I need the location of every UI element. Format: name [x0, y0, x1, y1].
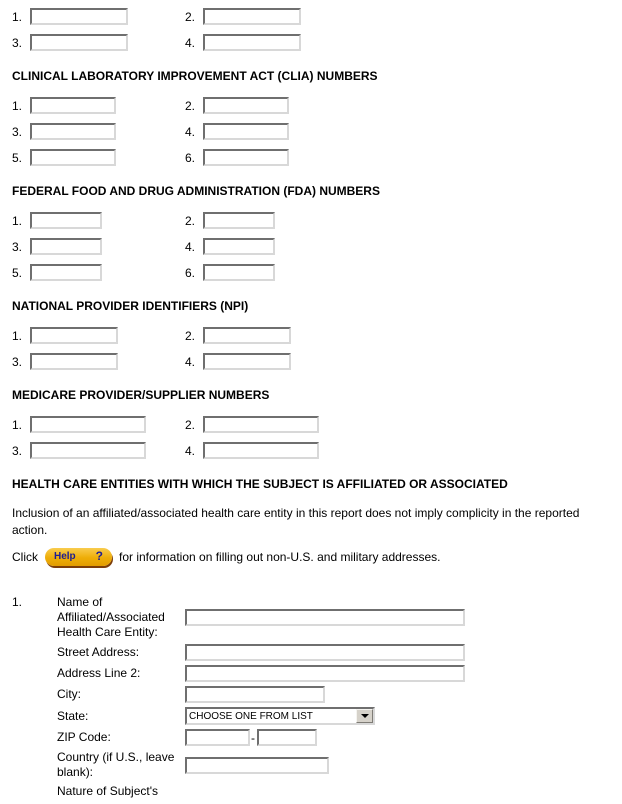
numbered-field [12, 264, 185, 281]
zip-separator: - [251, 730, 255, 745]
fda-number-input[interactable] [203, 212, 275, 229]
country-row [57, 750, 622, 780]
continued-id-number-input[interactable] [30, 34, 128, 51]
field-number: 4. [185, 239, 196, 254]
field-number: 4. [185, 443, 196, 458]
medicare-number-input[interactable] [203, 416, 319, 433]
address-line-2-label: Address Line 2: [57, 666, 141, 680]
continued-id-numbers-grid [12, 8, 622, 51]
entity-name-row [57, 595, 622, 640]
numbered-field [12, 327, 185, 344]
country-input[interactable] [185, 757, 329, 774]
numbered-field [185, 416, 319, 433]
fda-number-input[interactable] [203, 238, 275, 255]
field-number: 2. [185, 417, 196, 432]
state-select-wrapper [185, 707, 375, 725]
numbered-field [185, 442, 319, 459]
clia-number-input[interactable] [30, 97, 116, 114]
country-label: Country (if U.S., leave blank): [57, 750, 175, 779]
numbered-field [12, 123, 185, 140]
help-suffix-text: for information on filling out non-U.S. and military addresses. [119, 549, 441, 564]
medicare-numbers-grid [12, 416, 622, 459]
clia-number-input[interactable] [203, 149, 289, 166]
numbered-field [185, 264, 275, 281]
numbered-field [185, 149, 289, 166]
field-number: 2. [185, 9, 196, 24]
npi-number-input[interactable] [30, 353, 118, 370]
medicare-number-input[interactable] [30, 442, 146, 459]
numbered-field [185, 123, 289, 140]
street-address-label: Street Address: [57, 645, 140, 659]
numbered-field [185, 97, 289, 114]
fda-number-input[interactable] [30, 238, 102, 255]
help-button-label: Help [54, 550, 76, 562]
section-heading-medicare: MEDICARE PROVIDER/SUPPLIER NUMBERS [12, 388, 270, 402]
entity-name-label: Name of Affiliated/Associated Health Care Entity: [57, 595, 165, 639]
address-line-2-row [57, 665, 622, 682]
numbered-field [12, 416, 185, 433]
fda-numbers-grid [12, 212, 622, 281]
address-line-2-input[interactable] [185, 665, 465, 682]
field-number: 1. [12, 417, 23, 432]
numbered-field [12, 149, 185, 166]
numbered-field [185, 212, 275, 229]
numbered-field [185, 327, 291, 344]
field-number: 1. [12, 213, 23, 228]
numbered-field [185, 8, 301, 25]
numbered-field [185, 34, 301, 51]
zip-plus4-input[interactable] [257, 729, 317, 746]
field-number: 5. [12, 150, 23, 165]
entity-name-input[interactable] [185, 609, 465, 626]
numbered-field [12, 353, 185, 370]
fda-number-input[interactable] [30, 264, 102, 281]
field-number: 4. [185, 124, 196, 139]
numbered-field [185, 353, 291, 370]
section-heading-fda: FEDERAL FOOD AND DRUG ADMINISTRATION (FDA) NUMBERS [12, 184, 380, 198]
entity-item-number: 1. [12, 595, 23, 609]
help-instruction-row [12, 547, 622, 566]
question-mark-icon: ? [95, 549, 103, 563]
clia-number-input[interactable] [30, 149, 116, 166]
clia-numbers-grid [12, 97, 622, 166]
city-label: City: [57, 687, 81, 701]
numbered-field [12, 238, 185, 255]
state-row [57, 707, 622, 725]
state-select[interactable] [185, 707, 375, 725]
numbered-field [12, 442, 185, 459]
nature-of-subject-row [57, 784, 622, 799]
disclaimer-text: Inclusion of an affiliated/associated health care entity in this report does not imply complicity in the reported action. [12, 506, 580, 537]
zip-code-label: ZIP Code: [57, 730, 111, 744]
field-number: 6. [185, 265, 196, 280]
section-heading-npi: NATIONAL PROVIDER IDENTIFIERS (NPI) [12, 299, 249, 313]
field-number: 4. [185, 35, 196, 50]
clia-number-input[interactable] [30, 123, 116, 140]
clia-number-input[interactable] [203, 123, 289, 140]
city-input[interactable] [185, 686, 325, 703]
field-number: 6. [185, 150, 196, 165]
npi-numbers-grid [12, 327, 622, 370]
field-number: 3. [12, 35, 23, 50]
field-number: 3. [12, 124, 23, 139]
zip-code-input[interactable] [185, 729, 250, 746]
nature-of-subject-label: Nature of Subject's [57, 784, 159, 798]
field-number: 3. [12, 239, 23, 254]
field-number: 2. [185, 98, 196, 113]
street-address-input[interactable] [185, 644, 465, 661]
field-number: 1. [12, 9, 23, 24]
npi-number-input[interactable] [203, 353, 291, 370]
fda-number-input[interactable] [30, 212, 102, 229]
field-number: 1. [12, 98, 23, 113]
field-number: 4. [185, 354, 196, 369]
numbered-field [12, 97, 185, 114]
medicare-number-input[interactable] [30, 416, 146, 433]
medicare-number-input[interactable] [203, 442, 319, 459]
street-address-row [57, 644, 622, 661]
numbered-field [12, 212, 185, 229]
field-number: 2. [185, 213, 196, 228]
npi-number-input[interactable] [30, 327, 118, 344]
field-number: 5. [12, 265, 23, 280]
field-number: 3. [12, 443, 23, 458]
fda-number-input[interactable] [203, 264, 275, 281]
state-label: State: [57, 708, 89, 723]
section-heading-health-care-entities: HEALTH CARE ENTITIES WITH WHICH THE SUBJECT IS AFFILIATED OR ASSOCIATED [12, 477, 508, 491]
numbered-field [185, 238, 275, 255]
affiliated-entity-item [12, 595, 622, 803]
continued-id-number-input[interactable] [30, 8, 128, 25]
field-number: 2. [185, 328, 196, 343]
city-row [57, 686, 622, 703]
field-number: 3. [12, 354, 23, 369]
section-heading-clia: CLINICAL LABORATORY IMPROVEMENT ACT (CLIA) NUMBERS [12, 69, 378, 83]
numbered-field [12, 34, 185, 51]
npi-number-input[interactable] [203, 327, 291, 344]
help-button[interactable] [45, 548, 112, 566]
zip-code-row [57, 729, 622, 746]
numbered-field [12, 8, 185, 25]
help-prefix-text: Click [12, 549, 38, 564]
clia-number-input[interactable] [203, 97, 289, 114]
continued-id-number-input[interactable] [203, 8, 301, 25]
field-number: 1. [12, 328, 23, 343]
continued-id-number-input[interactable] [203, 34, 301, 51]
